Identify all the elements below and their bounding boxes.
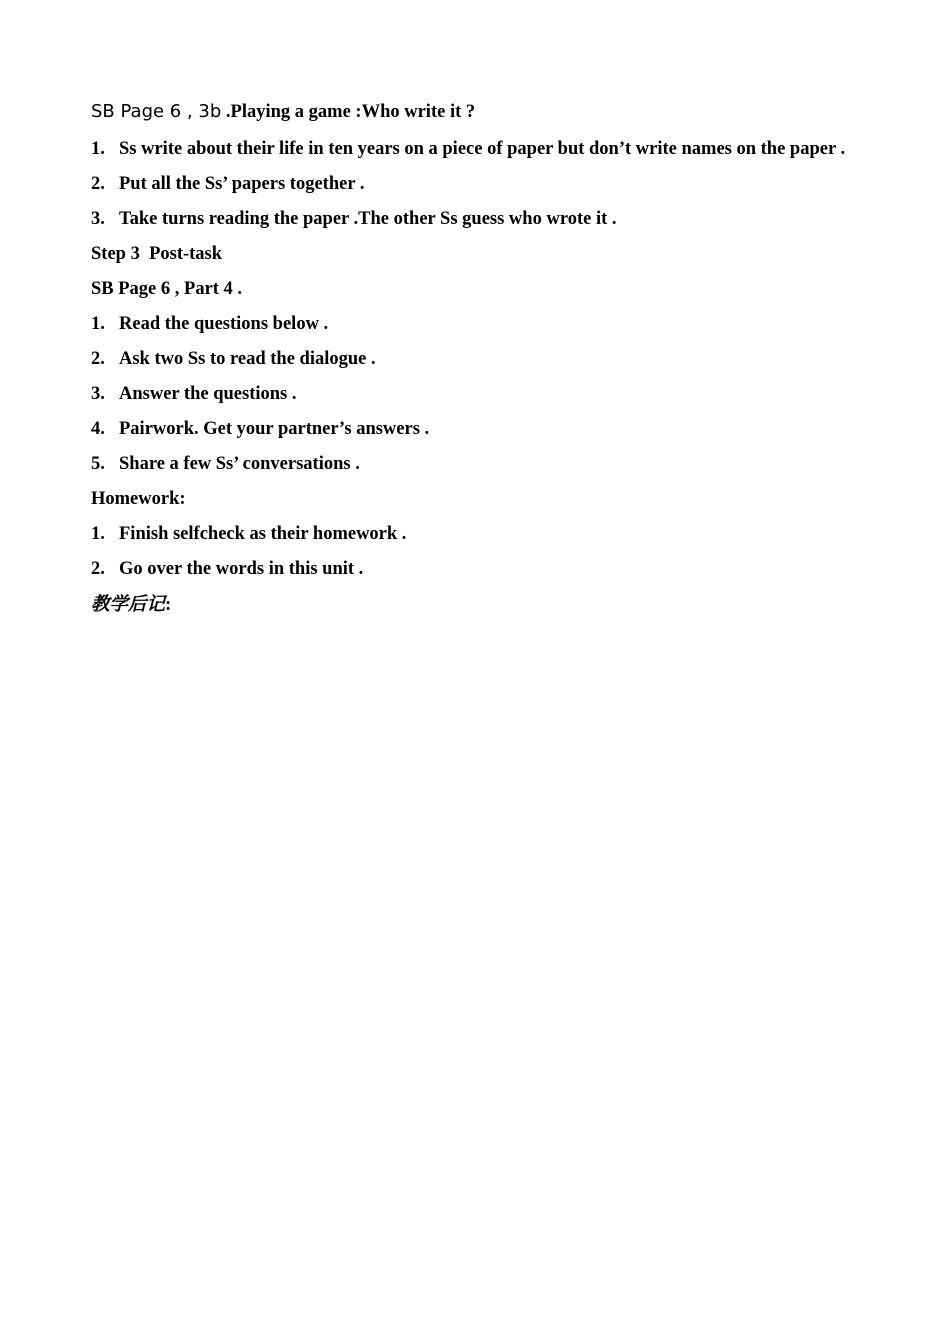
list-item-number: 4. [91, 419, 105, 439]
list-item-text: Finish selfcheck as their homework . [119, 524, 407, 544]
list-item [91, 552, 859, 587]
list-item [91, 202, 859, 237]
list-item-number: 3. [91, 209, 105, 229]
step3-subtitle: SB Page 6 , Part 4 . [91, 279, 243, 299]
list-item-number: 2. [91, 559, 105, 579]
list-item [91, 377, 859, 412]
list-item-text: Put all the Ss’ papers together . [119, 174, 365, 194]
list-item [91, 132, 859, 167]
list-item [91, 167, 859, 202]
list-item-text: Go over the words in this unit . [119, 559, 364, 579]
list-item [91, 517, 859, 552]
reflection-label: 教学后记 [91, 594, 166, 615]
step3-title: Step 3 Post-task [91, 244, 223, 264]
list-item-text: Answer the questions . [119, 384, 297, 404]
list-item [91, 447, 859, 482]
list-item [91, 412, 859, 447]
reflection-heading [91, 587, 859, 623]
list-item-text: Take turns reading the paper .The other Ss guess who wrote it . [119, 209, 617, 229]
list-item-number: 1. [91, 524, 105, 544]
reflection-colon: : [165, 595, 172, 615]
list-item-number: 2. [91, 174, 105, 194]
homework-title: Homework: [91, 489, 186, 509]
list-item-text: Ss write about their life in ten years on a piece of paper but don’t write names on the paper . [119, 139, 846, 159]
list-item-text: Share a few Ss’ conversations . [119, 454, 360, 474]
list-item-number: 3. [91, 384, 105, 404]
list-item-number: 2. [91, 349, 105, 369]
list-item-number: 1. [91, 139, 105, 159]
document-page [91, 97, 859, 623]
game-heading [91, 97, 859, 127]
game-heading-prefix: SB Page 6 , 3b [91, 101, 222, 122]
list-item-text: Read the questions below . [119, 314, 329, 334]
list-item-number: 1. [91, 314, 105, 334]
list-item [91, 307, 859, 342]
game-heading-rest: .Playing a game :Who write it ? [221, 102, 476, 122]
list-item-number: 5. [91, 454, 105, 474]
list-item-text: Pairwork. Get your partner’s answers . [119, 419, 430, 439]
list-item-text: Ask two Ss to read the dialogue . [119, 349, 376, 369]
list-item [91, 342, 859, 377]
